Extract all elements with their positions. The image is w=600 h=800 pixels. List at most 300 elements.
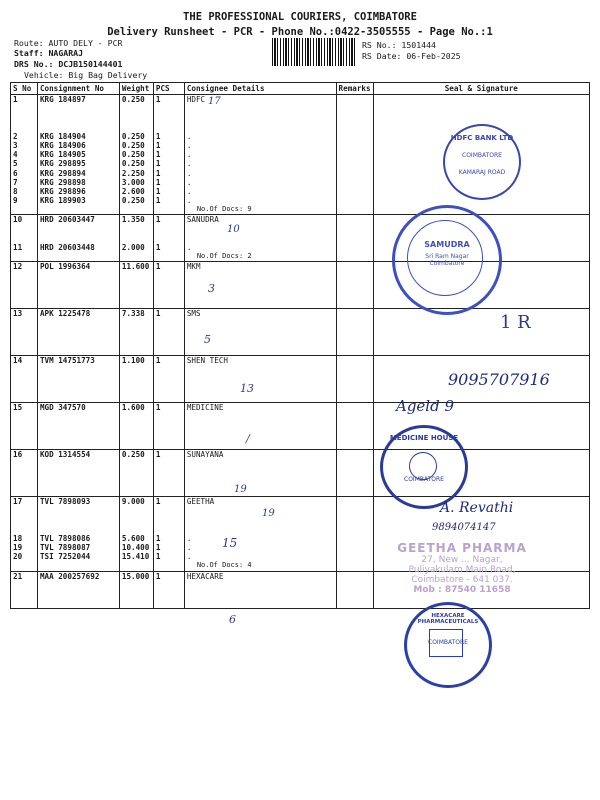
cell-text-consignee <box>187 375 334 384</box>
cell-text-sno: 14 <box>13 356 23 366</box>
cell-cno <box>37 506 119 515</box>
cell-text-sno <box>13 469 35 478</box>
cell-remarks <box>336 422 373 431</box>
cell-text-pcs <box>156 123 182 132</box>
cell-consignee <box>184 515 336 524</box>
samudra-stamp-line2: Sri Ram Nagar <box>425 253 469 260</box>
cell-cno <box>37 132 119 141</box>
cell-consignee <box>184 123 336 132</box>
cell-text-consignee <box>187 459 334 468</box>
cell-text-sno: 8 <box>13 186 18 196</box>
cell-text-sno: 15 <box>13 403 23 413</box>
cell-text-wt: 15.410 <box>121 552 150 562</box>
cell-sno <box>11 599 38 609</box>
cell-consignee <box>184 506 336 515</box>
cell-text-cno <box>40 104 117 113</box>
cell-remarks <box>336 571 373 581</box>
cell-wt <box>119 525 153 534</box>
cell-text-pcs <box>156 337 182 346</box>
cell-pcs <box>153 299 184 309</box>
cell-text-pcs: 1 <box>155 95 161 104</box>
cell-text-cno <box>40 328 117 337</box>
cell-text-consignee: . <box>186 196 192 206</box>
cell-text-cno <box>40 337 117 346</box>
cell-pcs <box>153 365 184 374</box>
cell-cno <box>37 328 119 337</box>
geetha-pharma-stamp <box>372 541 552 595</box>
cell-text-consignee: . <box>186 131 192 141</box>
cell-text-pcs <box>156 393 182 402</box>
cell-consignee <box>184 534 336 543</box>
cell-text-pcs <box>156 113 182 122</box>
cell-remarks <box>336 337 373 346</box>
cell-text-consignee: HDFC <box>186 95 206 104</box>
cell-text-consignee <box>187 225 334 234</box>
cell-text-consignee: MKM <box>186 262 201 272</box>
cell-pcs <box>153 234 184 243</box>
cell-text-cno <box>40 281 117 290</box>
cell-text-cno <box>40 123 117 132</box>
medicine-house-stamp <box>380 425 468 509</box>
cell-remarks <box>336 412 373 421</box>
table-row <box>11 525 590 534</box>
cell-wt <box>119 234 153 243</box>
cell-text-cno: KRG 184904 <box>39 131 86 141</box>
cell-wt <box>119 225 153 234</box>
cell-text-pcs: 1 <box>155 403 161 413</box>
cell-remarks <box>336 150 373 159</box>
cell-remarks <box>336 440 373 450</box>
cell-wt <box>119 431 153 440</box>
cell-text-consignee <box>187 319 334 328</box>
cell-text-sno <box>13 459 35 468</box>
cell-cno <box>37 497 119 507</box>
geetha-line2: 27, New ... Nagar, <box>421 555 503 565</box>
cell-wt <box>119 478 153 487</box>
cell-text-wt <box>122 393 151 402</box>
cell-text-sno: 18 <box>13 533 23 543</box>
rs-date: RS Date: 06-Feb-2025 <box>362 51 461 61</box>
cell-wt <box>119 552 153 561</box>
docs-cell <box>37 561 119 571</box>
cell-consignee <box>184 581 336 590</box>
cell-pcs <box>153 319 184 328</box>
cell-wt <box>119 375 153 384</box>
cell-text-consignee: . <box>186 159 192 169</box>
cell-remarks <box>336 534 373 543</box>
docs-count-row <box>11 205 590 215</box>
cell-text-cno: KRG 298894 <box>39 168 86 178</box>
cell-seal <box>373 328 589 337</box>
cell-text-consignee: . <box>186 168 192 178</box>
cell-consignee <box>184 113 336 122</box>
cell-text-sno <box>13 290 35 299</box>
cell-consignee <box>184 450 336 460</box>
cell-sno <box>11 262 38 272</box>
cell-sno <box>11 290 38 299</box>
cell-sno <box>11 113 38 122</box>
cell-text-consignee: . <box>186 150 192 160</box>
cell-text-sno: 11 <box>13 243 23 252</box>
cell-text-cno: TSI 7252044 <box>39 552 91 562</box>
cell-text-wt: 0.250 <box>121 150 145 160</box>
cell-pcs <box>153 281 184 290</box>
cell-pcs <box>153 422 184 431</box>
docs-cell <box>336 205 373 215</box>
cell-remarks <box>336 525 373 534</box>
cell-cno <box>37 262 119 272</box>
samudra-stamp-line3: Coimbatore <box>429 260 465 267</box>
cell-text-wt <box>122 272 151 281</box>
cell-wt <box>119 272 153 281</box>
cell-wt <box>119 290 153 299</box>
docs-cell <box>373 205 589 215</box>
cell-sno <box>11 272 38 281</box>
cell-cno <box>37 290 119 299</box>
cell-text-cno <box>40 365 117 374</box>
cell-text-pcs: 1 <box>155 140 161 150</box>
table-row <box>11 196 590 205</box>
cell-pcs <box>153 431 184 440</box>
cell-remarks <box>336 299 373 309</box>
cell-text-consignee <box>187 487 334 496</box>
hw-mark-16: 19 <box>234 484 247 495</box>
cell-text-pcs: 1 <box>155 450 161 460</box>
cell-pcs <box>153 599 184 609</box>
table-row <box>11 225 590 234</box>
cell-sno <box>11 375 38 384</box>
cell-cno <box>37 384 119 393</box>
cell-consignee <box>184 215 336 225</box>
cell-cno <box>37 459 119 468</box>
cell-text-cno <box>40 319 117 328</box>
table-row <box>11 459 590 468</box>
cell-remarks <box>336 95 373 105</box>
cell-wt <box>119 169 153 178</box>
cell-sno <box>11 123 38 132</box>
cell-text-cno: KRG 298896 <box>39 186 86 196</box>
cell-text-consignee: SHEN TECH <box>186 356 228 366</box>
cell-text-pcs: 1 <box>155 186 161 196</box>
cell-pcs <box>153 196 184 205</box>
cell-cno <box>37 215 119 225</box>
cell-text-consignee: SUNAYANA <box>186 450 224 460</box>
cell-text-wt <box>122 123 151 132</box>
cell-text-wt <box>122 469 151 478</box>
cell-consignee <box>184 497 336 507</box>
cell-text-consignee: HEXACARE <box>186 571 224 581</box>
cell-consignee <box>184 356 336 366</box>
cell-text-wt <box>122 506 151 515</box>
cell-text-cno <box>40 299 117 308</box>
cell-sno <box>11 393 38 403</box>
cell-remarks <box>336 365 373 374</box>
cell-wt <box>119 113 153 122</box>
cell-remarks <box>336 178 373 187</box>
cell-text-pcs <box>156 590 182 599</box>
cell-remarks <box>336 104 373 113</box>
signature-row-13: 9095707916 <box>448 370 550 389</box>
cell-cno <box>37 113 119 122</box>
cell-text-cno: MGD 347570 <box>39 403 86 413</box>
docs-cell <box>119 561 153 571</box>
cell-remarks <box>336 403 373 413</box>
cell-sno <box>11 328 38 337</box>
table-row <box>11 113 590 122</box>
cell-text-consignee <box>187 384 334 393</box>
cell-remarks <box>336 581 373 590</box>
cell-text-consignee <box>187 234 334 243</box>
docs-cell <box>153 561 184 571</box>
cell-pcs <box>153 525 184 534</box>
table-row <box>11 450 590 460</box>
cell-text-consignee: . <box>186 243 192 252</box>
cell-cno <box>37 123 119 132</box>
cell-text-cno: KRG 184905 <box>39 150 86 160</box>
cell-text-pcs <box>156 299 182 308</box>
cell-text-pcs: 1 <box>155 262 161 272</box>
cell-text-sno <box>13 319 35 328</box>
cell-text-consignee <box>187 393 334 402</box>
cell-cno <box>37 187 119 196</box>
cell-cno <box>37 281 119 290</box>
cell-remarks <box>336 450 373 460</box>
cell-cno <box>37 272 119 281</box>
cell-remarks <box>336 384 373 393</box>
cell-text-pcs <box>156 290 182 299</box>
cell-wt <box>119 309 153 319</box>
hw-mark-21: 6 <box>229 613 236 626</box>
docs-cell <box>11 205 38 215</box>
cell-sno <box>11 132 38 141</box>
cell-text-sno: 9 <box>13 196 18 206</box>
cell-text-consignee: . <box>186 177 192 187</box>
cell-text-sno <box>13 346 35 355</box>
cell-text-pcs: 1 <box>155 571 161 581</box>
cell-wt <box>119 590 153 599</box>
cell-wt <box>119 450 153 460</box>
cell-text-sno: 6 <box>13 168 18 178</box>
cell-wt <box>119 403 153 413</box>
docs-count-row <box>11 252 590 262</box>
cell-pcs <box>153 534 184 543</box>
cell-wt <box>119 384 153 393</box>
cell-wt <box>119 328 153 337</box>
cell-pcs <box>153 187 184 196</box>
cell-remarks <box>336 123 373 132</box>
cell-wt <box>119 196 153 205</box>
cell-text-wt <box>122 422 151 431</box>
cell-consignee <box>184 187 336 196</box>
cell-remarks <box>336 497 373 507</box>
cell-text-pcs <box>156 384 182 393</box>
cell-text-consignee <box>187 123 334 132</box>
cell-cno <box>37 104 119 113</box>
cell-sno <box>11 431 38 440</box>
cell-remarks <box>336 431 373 440</box>
cell-remarks <box>336 478 373 487</box>
cell-text-wt: 0.250 <box>121 159 145 169</box>
cell-text-wt <box>122 337 151 346</box>
cell-consignee <box>184 299 336 309</box>
cell-text-consignee: MEDICINE <box>186 403 224 413</box>
cell-wt <box>119 422 153 431</box>
cell-wt <box>119 215 153 225</box>
cell-remarks <box>336 487 373 497</box>
cell-pcs <box>153 384 184 393</box>
cell-text-cno <box>40 599 117 608</box>
cell-remarks <box>336 225 373 234</box>
cell-pcs <box>153 375 184 384</box>
table-row <box>11 515 590 524</box>
cell-cno <box>37 225 119 234</box>
cell-consignee <box>184 384 336 393</box>
cell-pcs <box>153 393 184 403</box>
cell-text-wt: 9.000 <box>121 497 145 507</box>
cell-text-sno: 19 <box>13 543 23 552</box>
cell-consignee <box>184 590 336 599</box>
hw-mark-17: 15 <box>222 536 238 550</box>
cell-remarks <box>336 543 373 552</box>
table-row <box>11 469 590 478</box>
cell-text-sno <box>13 506 35 515</box>
cell-text-wt <box>122 590 151 599</box>
cell-text-cno <box>40 422 117 431</box>
cell-pcs <box>153 225 184 234</box>
barcode-icon <box>272 38 356 66</box>
cell-cno <box>37 178 119 187</box>
cell-text-consignee <box>187 478 334 487</box>
cell-consignee <box>184 309 336 319</box>
cell-text-consignee <box>187 506 334 515</box>
signature-row-12: 1 R <box>500 312 531 333</box>
cell-consignee <box>184 393 336 403</box>
cell-text-wt <box>122 515 151 524</box>
cell-text-sno <box>13 337 35 346</box>
cell-consignee <box>184 422 336 431</box>
col-weight: Weight <box>119 83 153 95</box>
cell-text-cno: HRD 20603448 <box>39 243 95 252</box>
table-row <box>11 272 590 281</box>
cell-text-consignee <box>187 581 334 590</box>
cell-text-wt <box>122 328 151 337</box>
cell-text-pcs <box>156 431 182 440</box>
company-name: THE PROFESSIONAL COURIERS, COIMBATORE <box>183 11 417 23</box>
cell-text-pcs: 1 <box>155 159 161 169</box>
cell-text-cno: KRG 189903 <box>39 196 86 206</box>
cell-cno <box>37 525 119 534</box>
cell-consignee <box>184 459 336 468</box>
table-row <box>11 281 590 290</box>
cell-pcs <box>153 150 184 159</box>
cell-sno <box>11 403 38 413</box>
docs-count: No.Of Docs: 2 <box>196 252 252 261</box>
cell-text-sno: 1 <box>13 95 18 104</box>
cell-text-wt: 1.350 <box>121 215 145 225</box>
cell-text-sno: 4 <box>13 150 18 160</box>
cell-pcs <box>153 497 184 507</box>
cell-sno <box>11 506 38 515</box>
cell-wt <box>119 469 153 478</box>
cell-cno <box>37 590 119 599</box>
cell-seal <box>373 599 589 609</box>
cell-pcs <box>153 290 184 299</box>
cell-sno <box>11 384 38 393</box>
cell-text-consignee <box>187 515 334 524</box>
docs-count: No.Of Docs: 4 <box>196 561 252 570</box>
cell-pcs <box>153 571 184 581</box>
cell-wt <box>119 262 153 272</box>
hw-mark-15: / <box>246 432 250 445</box>
cell-text-wt <box>122 384 151 393</box>
cell-cno <box>37 431 119 440</box>
cell-sno <box>11 412 38 421</box>
cell-text-sno <box>13 384 35 393</box>
cell-text-cno <box>40 525 117 534</box>
cell-wt <box>119 150 153 159</box>
cell-pcs <box>153 356 184 366</box>
cell-text-pcs: 1 <box>155 196 161 206</box>
cell-seal <box>373 319 589 328</box>
cell-pcs <box>153 440 184 450</box>
cell-text-wt: 0.250 <box>121 450 145 460</box>
signature-row-16-phone: 9894074147 <box>432 522 496 533</box>
hexacare-inner-box <box>429 629 463 657</box>
cell-consignee <box>184 272 336 281</box>
cell-remarks <box>336 113 373 122</box>
table-row <box>11 478 590 487</box>
cell-text-pcs <box>156 225 182 234</box>
cell-text-consignee: . <box>186 186 192 196</box>
cell-text-consignee: . <box>186 140 192 150</box>
cell-text-sno <box>13 365 35 374</box>
cell-consignee <box>184 196 336 205</box>
hw-mark-10: 10 <box>227 224 240 235</box>
cell-text-wt <box>122 346 151 355</box>
cell-sno <box>11 225 38 234</box>
samudra-stamp-line1: SAMUDRA <box>424 240 470 249</box>
cell-remarks <box>336 356 373 366</box>
docs-cell <box>11 252 38 262</box>
cell-consignee <box>184 571 336 581</box>
cell-pcs <box>153 141 184 150</box>
cell-text-wt <box>122 478 151 487</box>
col-consignee: Consignee Details <box>184 83 336 95</box>
cell-text-pcs: 1 <box>155 309 161 319</box>
cell-text-wt <box>122 281 151 290</box>
vehicle-label: Vehicle: Big Bag Delivery <box>24 70 148 80</box>
cell-text-sno <box>13 272 35 281</box>
cell-remarks <box>336 281 373 290</box>
cell-wt <box>119 393 153 403</box>
cell-sno <box>11 159 38 168</box>
cell-pcs <box>153 581 184 590</box>
cell-remarks <box>336 272 373 281</box>
cell-remarks <box>336 234 373 243</box>
cell-text-cno <box>40 440 117 449</box>
cell-sno <box>11 104 38 113</box>
cell-cno <box>37 169 119 178</box>
cell-wt <box>119 534 153 543</box>
cell-wt <box>119 123 153 132</box>
cell-text-pcs <box>156 506 182 515</box>
cell-seal <box>373 356 589 366</box>
cell-text-wt: 2.250 <box>121 168 145 178</box>
cell-text-cno <box>40 375 117 384</box>
cell-consignee <box>184 365 336 374</box>
cell-text-sno <box>13 599 35 608</box>
cell-cno <box>37 159 119 168</box>
